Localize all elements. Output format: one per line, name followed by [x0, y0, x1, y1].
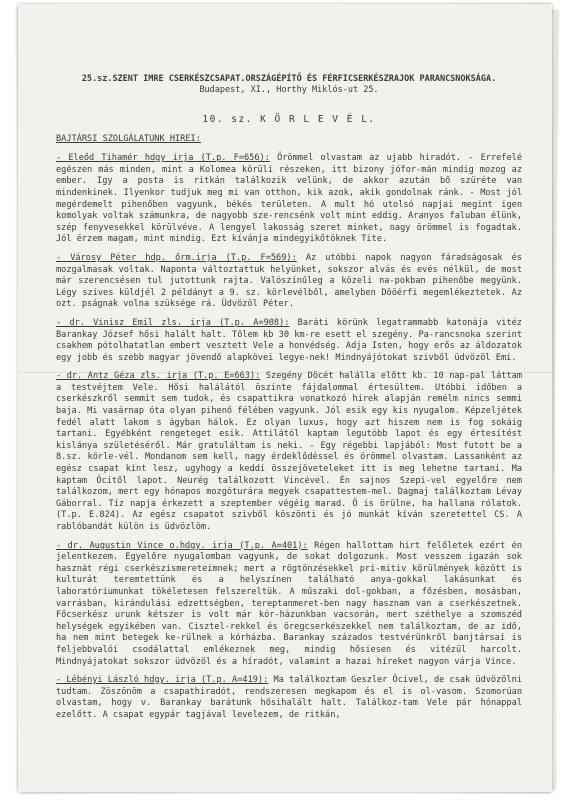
paper-fold-line — [18, 372, 552, 373]
entry — [56, 318, 522, 364]
section-title: BAJTÁRSI SZOLGÁLATUNK HIREI: — [56, 133, 201, 144]
entry — [56, 253, 522, 311]
entry-author: - Városy Péter hdp. őrm.irja (T.p. F=569): — [56, 252, 297, 263]
entries-list — [56, 153, 522, 721]
entry-author: - dr. Antz Géza zls. irja (T.p. E=663): — [56, 371, 261, 382]
entry — [56, 541, 522, 669]
entry-text: Ma találkoztam Geszler Öcivel, de csak üdvözölni tudtam. Zöszönöm a csapathiradót, rendszeresen megkapom és el is ol-vasom. Szomorúan olvastam, hogy v. Barankay barátunk hősihalált halt. Találkoz-tam Vele pár hónappal ezelőtt. A csapat egypár tagjával levelezem, de ritkán, — [56, 675, 522, 720]
letter-page — [18, 4, 552, 792]
entry — [56, 153, 522, 246]
entry-author: - Eleőd Tihamér hdgy irja (T.p. F=656): — [56, 153, 270, 164]
letterhead — [56, 74, 522, 96]
entry-text: Az utóbbi napok nagyon fáradságosak és mozgalmasak voltak. Naponta változtattuk helyünket, sokszor alvás és evés nélkül, de most már szerencsésen tul jutottunk rajta. Valószínűleg a közeli na-pokban pihenőbe megyünk. Légy szives küldjél 2 példányt a 9. sz. körlevélből, amelyben Dööérfi megemlékeztetek. Az ozt. pságnak volna szüksége rá. Üdvözöl Péter. — [56, 252, 522, 310]
entry-text: Régen hallottam hirt felőletek ezért én jelentkezem. Egyelőre nyugalomban vagyunk, de sokat dolgozunk. Most vesszem igazán sok hasznát régi cserkészismereteimnek; mert a rögtönzésekkel pri-mitiv körülmények között is kulturát teremtettünk és a helyszínen található anya-gokkal lakásunkat és laboratóriumunkat tökéletesen felszereltük. A műszaki dol-gokban, a főzésben, mosásban, varrásban, kirándulási edzettségben, tereptanmeret-ben nagy hasznam van a cserkészetnek. Főcserkész urunk kétszer is volt már kór-házunkban vacsorán, mert széthelye a szomszéd helységek egyikében van. Cisztel-rekkel és öregcserkészekkel nem találkoztam, de az idő, ha nem mint betegek ke-rülnek a kórházba. Barankay százados testvérünkről banjtársai is feljebbvalói csodálattal emlékeznek meg, mindig hősiesen és vitézül harcolt. Mindnyájatokat sokszor üdvözöl és a híradót, valamint a hazai híreket nagyon várja Vince. — [56, 540, 522, 667]
circular-title: 10. sz. K Ö R L E V É L. — [202, 114, 376, 125]
entry-text: Baráti körünk legatrammabb katonája vitéz Barankay József hősi halált halt. Tőlem kb 30 km-re esett el szegény. Pa-rancsnoka szerint csakhem pótolhatatlan embert vesztett Vele a honvédség. Adja Isten, hogy erős az áldozatok egy jobb és szebb magyar jövendő alapkövei legye-nek! Mindnyájótokat szivből üdvözöl Emi. — [56, 317, 522, 363]
entry-text: Szegény Döcét halálla előtt kb. 10 nap-pal láttam a testvéjtem Vele. Hősi halálától öszinte fájdalommal értesültem. Utóbbi időben a cserkészkről semmit sem tudok, és csapattikra vonatkozó hirek alapján remélm nincs semmi baja. Mi vasárnap óta olyan pihenő félében vagyunk. Jól esik egy kis nyugalom. Képzeljétek fedél alatt lakom s ágyban hálok. Ez olyan luxus, hogy azt hiszem nem is fog sokáig tartani. Egyébként rengeteget esik. Attilától kaptam legutóbb lapot és egy értesítést kislánya születéséről. Már gratuláltam is neki. - Egy régebbi lapjából: Most futott be a 8.sz. körle-vél. Mondanom sem kell, nagy érdeklődéssel és örömmel olvastam. Lassanként az egész csapat kint lesz, ugyhogy a keddi összejöveteleket itt is meg lehetne tartani. Ma kaptam Ócitől lapot. Neurég találkozott Vincével. Én sajnos Szepi-vel egyelőre nem találkozom, mert egy hónapos mozgóturára megyek csapattestem-mel. Dagmaj találkoztam Lévay Gáborral. Tíz napja érkezett a szeptember végéig marad. Ő is örülne, ha hallana rólatok. (T.p. E.824). Az egész csapatot szivből köszönti és jó munkát kíván szeretettel CS. A rablóbandát külön is üdvözlöm. — [56, 371, 522, 532]
letterhead-organization: 25.sz.SZENT IMRE CSERKÉSZCSAPAT.ORSZÁGÉPÍTŐ ÉS FÉRFICSERKÉSZRAJOK PARANCSNOKSÁGA. — [81, 74, 497, 84]
entry-author: - dr. Vinisz Emil zls. irja (T.p. A=908): — [56, 317, 290, 328]
entry-author: - Lébényi László hdgy. irja (T.p. A=419): — [56, 675, 269, 686]
letterhead-address: Budapest, XI., Horthy Miklós-ut 25. — [199, 85, 379, 95]
entry-text: Örömmel olvastam az ujabb hiradót. - Errefelé egészen más minden, mint a Kolomea körüli részeken, itt bizony jófor-mán mindig mozog az ember. Igy a posta is ritkán találkozik velünk, de akkor azután bő szüréte van mindenkinek. Ilyenkor tudjuk meg mi van otthon, kik azok, akik gondolnak ránk. - Most jól megérdemelt pihenőben vagyunk, békés területen. A mult hó utolsó napjai megint igen komolyak voltak számunkra, de nagyobb sze-rencsénk volt mint eddig. Aranyos faluban élünk, szép fenyvesekkel körülvéve. A lengyel lakosság szeret minket, nagy örömmel is fogadtak. Jól érzem magam, mint mindig. Ezt kívánja mindegyikőtöknek Tite. — [56, 153, 522, 245]
entry — [56, 371, 522, 533]
entry-author: - dr. Augustin Vince o.hdgy. irja (T.p. A=401): — [56, 540, 308, 551]
entry — [56, 675, 522, 721]
